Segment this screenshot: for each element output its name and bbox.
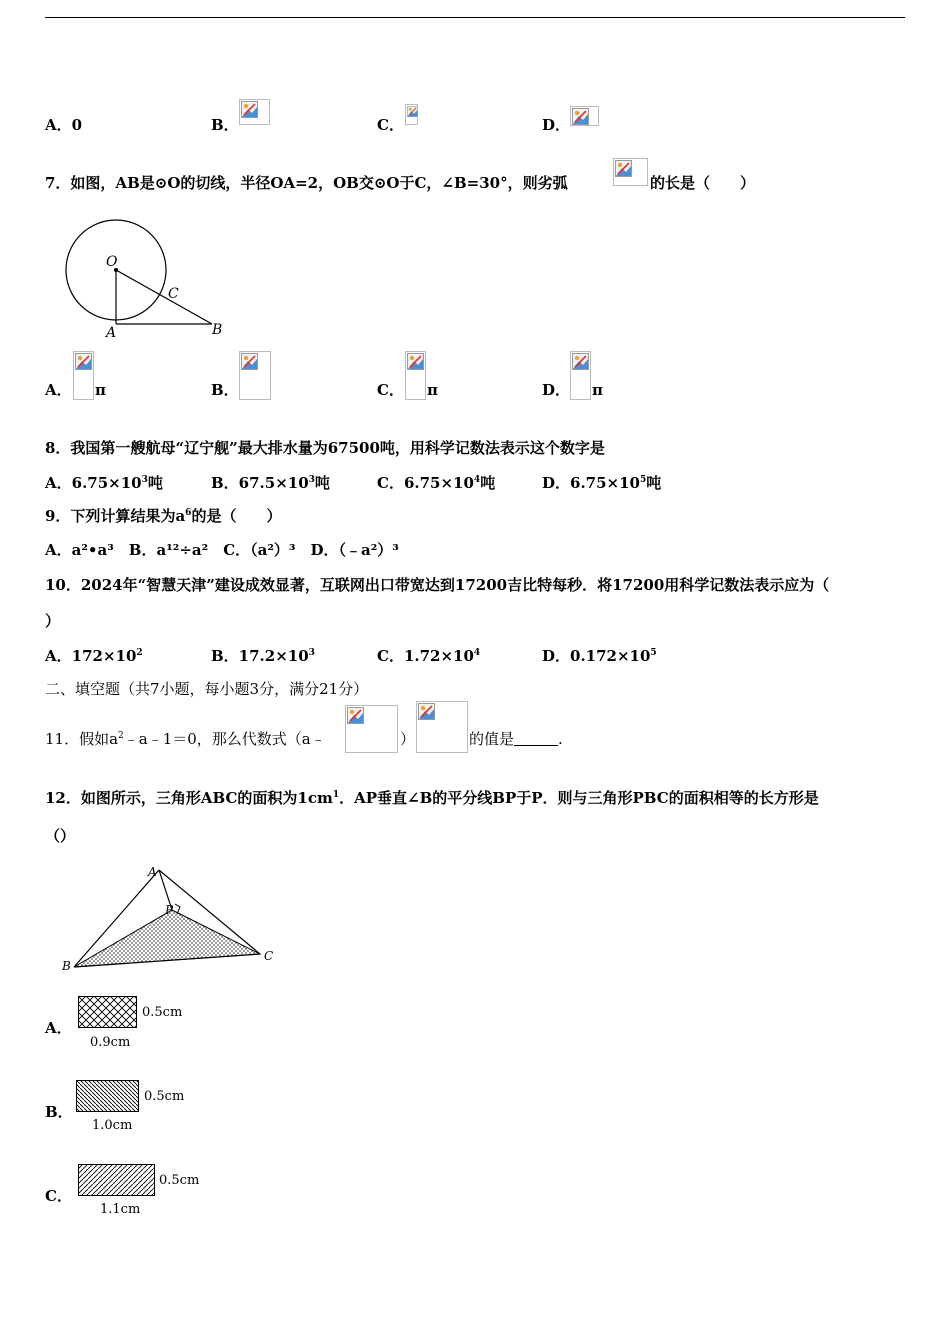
q6-option-d-image xyxy=(570,106,599,126)
q10-question-line2: ） xyxy=(45,612,61,630)
header-rule xyxy=(45,17,905,18)
q12-question-line1: 12．如图所示，三角形ABC的面积为$1cm^1$．AP垂直∠B的平分线BP于P．则与三角形PBC的面积相等的长方形是 xyxy=(45,789,819,807)
q6-option-c: C． xyxy=(377,116,404,134)
broken-image-icon xyxy=(76,354,92,370)
section-2-heading: 二、填空题（共7小题，每小题3分，满分21分） xyxy=(45,680,369,698)
q7-option-a-image xyxy=(73,351,94,400)
q7-option-b-image xyxy=(239,351,271,400)
q7-option-c-pi: π xyxy=(427,381,438,399)
segment-ob xyxy=(116,270,212,324)
q11-question-start: 11．假如$a^2﹣a﹣1=0$，那么代数式（a﹣ xyxy=(45,730,326,748)
q7-option-c: C． xyxy=(377,381,404,399)
q10-question-line1: 10．2024年“智慧天津”建设成效显著，互联网出口带宽达到17200吉比特每秒．将17200用科学记数法表示应为（ xyxy=(45,576,830,594)
q7-circle-figure xyxy=(60,216,230,342)
q8-option-d: D．$6.75\times 10^5$吨 xyxy=(542,474,662,492)
q7-option-b: B． xyxy=(211,381,239,399)
q10-option-b: B．$17.2\times 10^3$ xyxy=(211,647,315,665)
label-b: B xyxy=(62,959,71,973)
q7-option-d-pi: π xyxy=(592,381,603,399)
q11-fraction-image-2 xyxy=(416,701,468,753)
broken-image-icon xyxy=(408,354,424,370)
q8-option-b: B．$67.5\times 10^3$吨 xyxy=(211,474,330,492)
q12-option-a-width: 0.9cm xyxy=(90,1035,131,1050)
q6-option-b: B． xyxy=(211,116,239,134)
q7-option-d-image xyxy=(570,351,591,400)
label-c: C xyxy=(264,949,274,963)
q12-option-a-label: A． xyxy=(45,1019,72,1037)
broken-image-icon xyxy=(616,161,632,177)
q12-question-line2: （） xyxy=(45,827,76,845)
q12-option-b-rectangle xyxy=(76,1080,140,1113)
q12-option-b-label: B． xyxy=(45,1103,73,1121)
q12-triangle-figure xyxy=(45,860,285,975)
q6-option-b-image xyxy=(239,99,270,125)
label-b: B xyxy=(212,322,223,338)
label-a: A xyxy=(148,865,157,879)
q8-question: 8．我国第一艘航母“辽宁舰”最大排水量为67500吨，用科学记数法表示这个数字是 xyxy=(45,439,605,457)
q7-option-a: A． xyxy=(45,381,72,399)
q7-question-start: 7．如图，AB是⊙O的切线，半径OA=2，OB交⊙O于C，∠B=30°，则劣弧 xyxy=(45,174,568,192)
label-c: C xyxy=(168,286,179,302)
q11-fraction-image-1 xyxy=(345,705,398,753)
q8-option-a: A．$6.75\times 10^3$吨 xyxy=(45,474,163,492)
label-a: A xyxy=(106,325,117,341)
q8-option-c: C．$6.75\times 10^4$吨 xyxy=(377,474,496,492)
q7-option-a-pi: π xyxy=(95,381,106,399)
q9-question: 9．下列计算结果为$a^6$的是（ ） xyxy=(45,507,282,525)
label-o: O xyxy=(106,254,118,270)
broken-image-icon xyxy=(242,354,258,370)
q7-option-d: D． xyxy=(542,381,571,399)
q12-option-c-rectangle xyxy=(78,1164,156,1197)
q9-options: A．a²•a³ B．a¹²÷a² C．（a²）³ D．（﹣a²）³ xyxy=(45,541,399,559)
q6-option-d: D． xyxy=(542,116,571,134)
q12-option-a-rectangle xyxy=(78,996,138,1029)
shaded-triangle-pbc xyxy=(74,910,260,967)
q10-option-c: C．$1.72\times 10^4$ xyxy=(377,647,481,665)
q12-option-c-width: 1.1cm xyxy=(100,1202,141,1217)
q11-question-end: 的值是 . xyxy=(469,730,563,748)
q10-option-a: A．$172\times 10^2$ xyxy=(45,647,143,665)
q12-option-c-label: C． xyxy=(45,1187,72,1205)
broken-image-icon xyxy=(348,708,364,724)
q12-option-a-height: 0.5cm xyxy=(142,1005,183,1020)
broken-image-icon xyxy=(573,109,589,125)
label-p: P xyxy=(165,903,174,917)
q10-option-d: D．$0.172\times 10^5$ xyxy=(542,647,657,665)
q11-close-paren: ） xyxy=(400,730,416,748)
broken-image-icon xyxy=(407,106,417,116)
q7-option-c-image xyxy=(405,351,426,400)
broken-image-icon xyxy=(573,354,589,370)
q6-option-c-image xyxy=(405,104,418,125)
q7-question-end: 的长是（ ） xyxy=(650,174,756,192)
q12-option-b-height: 0.5cm xyxy=(144,1089,185,1104)
broken-image-icon xyxy=(419,704,435,720)
q12-option-c-height: 0.5cm xyxy=(159,1173,200,1188)
answer-blank xyxy=(514,731,558,746)
q12-option-b-width: 1.0cm xyxy=(92,1118,133,1133)
broken-image-icon xyxy=(242,102,258,118)
q7-arc-image xyxy=(613,158,648,186)
q6-option-a: A．0 xyxy=(45,116,83,134)
